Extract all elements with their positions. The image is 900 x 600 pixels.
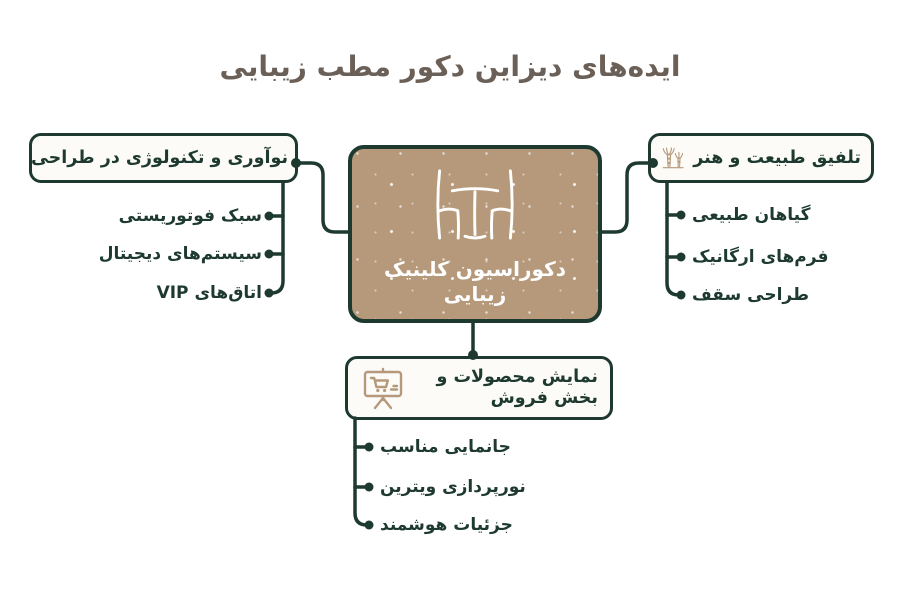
branch-products-header bbox=[345, 356, 613, 420]
item-futuristic-style: سبک فوتوریستی bbox=[118, 206, 262, 226]
item-organic-forms: فرم‌های ارگانیک bbox=[692, 247, 829, 267]
item-ceiling-design: طراحی سقف bbox=[692, 285, 809, 305]
center-node-beauty-clinic-decoration bbox=[348, 145, 602, 323]
branch-products-title: نمایش محصولات و بخش فروش bbox=[436, 367, 598, 408]
supertrees-icon bbox=[661, 138, 685, 178]
center-node-label: دکوراسیون کلینیک زیبایی bbox=[384, 257, 566, 306]
branch-nature-header bbox=[648, 133, 874, 183]
item-showcase-lighting: نورپردازی ویترین bbox=[380, 477, 526, 497]
branch-innovation-title: نوآوری و تکنولوژی در طراحی bbox=[30, 148, 289, 168]
table-and-chairs-icon bbox=[416, 163, 534, 255]
branch-nature-title: تلفیق طبیعت و هنر bbox=[693, 148, 861, 168]
item-smart-details: جزئیات هوشمند bbox=[380, 515, 513, 535]
item-digital-systems: سیستم‌های دیجیتال bbox=[98, 244, 262, 264]
item-natural-plants: گیاهان طبیعی bbox=[692, 205, 811, 225]
item-vip-rooms: اتاق‌های VIP bbox=[156, 283, 262, 303]
product-display-board-icon bbox=[360, 365, 406, 411]
branch-innovation-header bbox=[29, 133, 298, 183]
item-proper-placement: جانمایی مناسب bbox=[380, 437, 511, 457]
diagram-title: ایده‌های دیزاین دکور مطب زیبایی bbox=[219, 50, 681, 83]
